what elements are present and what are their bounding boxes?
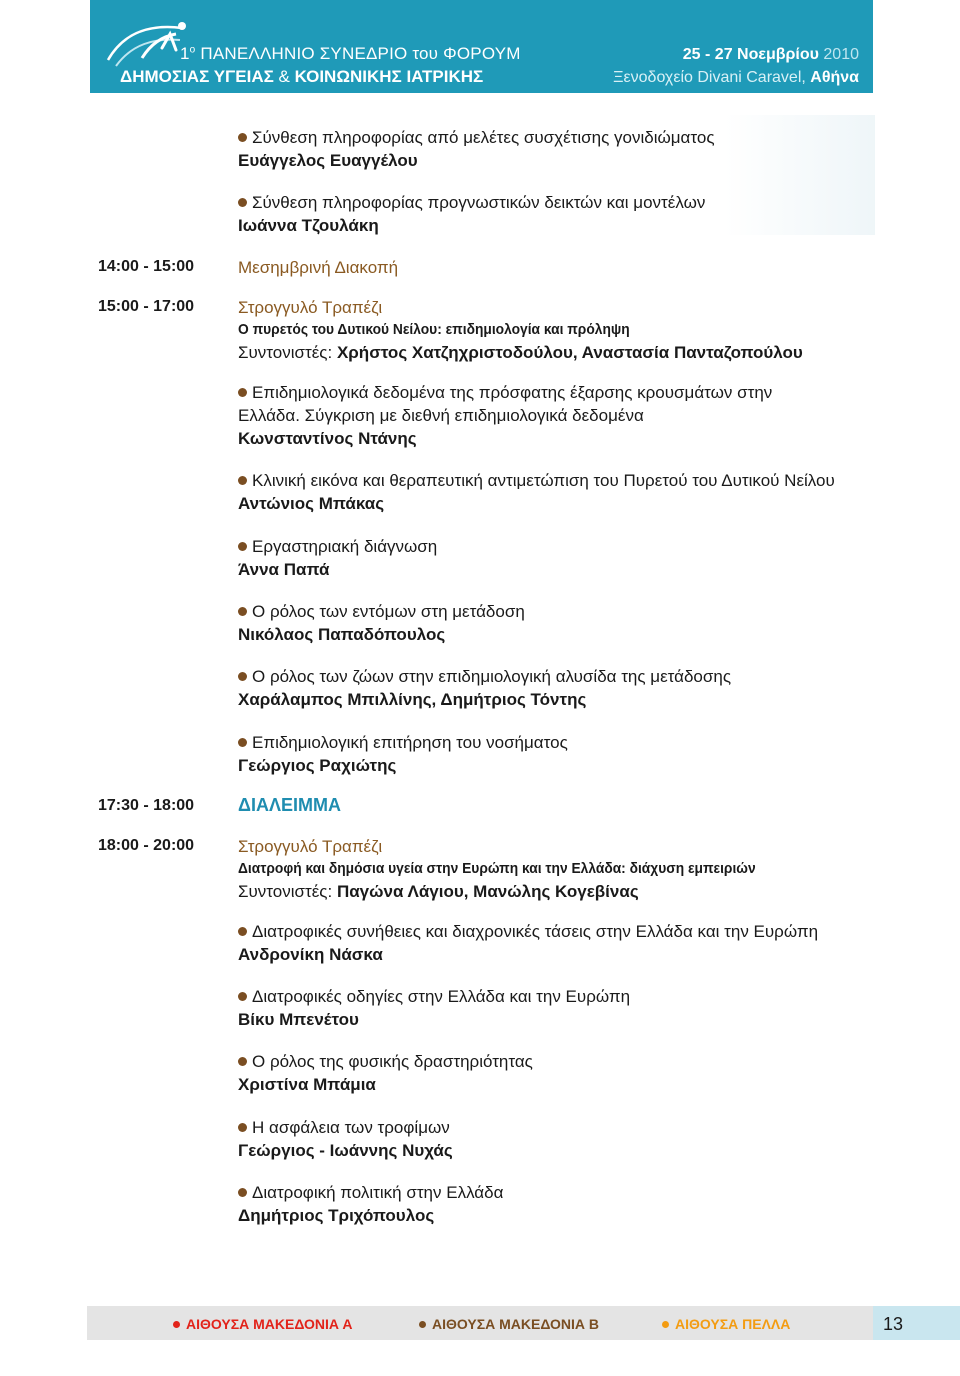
talk-speaker: Χαράλαμπος Μπιλλίνης, Δημήτριος Τόντης <box>238 690 587 709</box>
lunch-title: Μεσημβρινή Διακοπή <box>238 258 399 277</box>
talk-speaker: Κωνσταντίνος Ντάνης <box>238 429 417 448</box>
talk-item <box>238 1050 898 1096</box>
talk-speaker: Ιωάννα Τζουλάκη <box>238 216 379 235</box>
talk-item <box>238 731 898 777</box>
session2-subtitle: Διατροφή και δημόσια υγεία στην Ευρώπη και την Ελλάδα: διάχυση εμπειριών <box>238 860 756 877</box>
talk-title: Ο ρόλος των εντόμων στη μετάδοση <box>252 602 525 621</box>
talk-speaker: Δημήτριος Τριχόπουλος <box>238 1206 435 1225</box>
talk-title: Διατροφικές οδηγίες στην Ελλάδα και την Ευρώπη <box>252 987 631 1006</box>
talk-item <box>238 985 898 1031</box>
bullet-icon <box>238 542 247 551</box>
talk-speaker: Ανδρονίκη Νάσκα <box>238 945 383 964</box>
session1-type: Στρογγυλό Τραπέζι <box>238 298 383 317</box>
header-venue: Ξενοδοχείο Divani Caravel, Αθήνα <box>613 69 859 86</box>
talk-title: Κλινική εικόνα και θεραπευτική αντιμετώπιση του Πυρετού του Δυτικού Νείλου <box>252 471 835 490</box>
break-time: 17:30 - 18:00 <box>98 797 195 814</box>
header-title-line1: $1^o$ ΠΑΝΕΛΛΗΝΙΟ ΣΥΝΕΔΡΙΟ του ΦΟΡΟΥΜ <box>180 44 521 63</box>
talk-title: Η ασφάλεια των τροφίμων <box>252 1118 450 1137</box>
session1-subtitle: Ο πυρετός του Δυτικού Νείλου: επιδημιολογία και πρόληψη <box>238 321 630 338</box>
bullet-icon <box>238 672 247 681</box>
talk-item <box>238 1181 898 1227</box>
session1-header <box>238 296 898 364</box>
talk-title: Διατροφική πολιτική στην Ελλάδα <box>252 1183 504 1202</box>
talk-speaker: Βίκυ Μπενέτου <box>238 1010 359 1029</box>
talk-title: Επιδημιολογική επιτήρηση του νοσήματος <box>252 733 568 752</box>
header-dates: 25 - 27 Νοεμβρίου 2010 <box>682 46 859 63</box>
talk-item <box>238 191 898 237</box>
header-title-line2: ΔΗΜΟΣΙΑΣ ΥΓΕΙΑΣ & ΚΟΙΝΩΝΙΚΗΣ ΙΑΤΡΙΚΗΣ <box>120 67 484 86</box>
talk-title: Επιδημιολογικά δεδομένα της πρόσφατης έξαρσης κρουσμάτων στην <box>252 383 773 402</box>
session2-time: 18:00 - 20:00 <box>98 837 195 854</box>
bullet-icon <box>238 1057 247 1066</box>
talk-speaker: Γεώργιος Ραχιώτης <box>238 756 397 775</box>
talk-item <box>238 1116 898 1162</box>
talk-title: Διατροφικές συνήθειες και διαχρονικές τάσεις στην Ελλάδα και την Ευρώπη <box>252 922 819 941</box>
room-legend-b: ΑΙΘΟΥΣΑ ΜΑΚΕΔΟΝΙΑ Β <box>419 1316 599 1332</box>
talk-speaker: Γεώργιος - Ιωάννης Νυχάς <box>238 1141 453 1160</box>
page-number: 13 <box>883 1314 904 1334</box>
talk-title: Ο ρόλος των ζώων στην επιδημιολογική αλυσίδα της μετάδοσης <box>252 667 732 686</box>
page-number-box <box>873 1306 960 1340</box>
talk-speaker: Αντώνιος Μπάκας <box>238 494 385 513</box>
talk-item <box>238 920 898 966</box>
room-legend-c: ΑΙΘΟΥΣΑ ΠΕΛΛΑ <box>662 1316 790 1332</box>
bullet-icon <box>238 1123 247 1132</box>
talk-title: Σύνθεση πληροφορίας από μελέτες συσχέτισης γονιδιώματος <box>252 128 715 147</box>
bullet-icon <box>238 133 247 142</box>
talk-title: Εργαστηριακή διάγνωση <box>252 537 438 556</box>
session2-type: Στρογγυλό Τραπέζι <box>238 837 383 856</box>
talk-item <box>238 469 898 515</box>
bullet-icon <box>238 927 247 936</box>
talk-title: Σύνθεση πληροφορίας προγνωστικών δεικτών και μοντέλων <box>252 193 706 212</box>
talk-speaker: Άννα Παπά <box>238 560 330 579</box>
talk-speaker: Χριστίνα Μπάμια <box>238 1075 376 1094</box>
room-legend-a: ΑΙΘΟΥΣΑ ΜΑΚΕΔΟΝΙΑ Α <box>173 1316 353 1332</box>
bullet-icon <box>238 738 247 747</box>
talk-item <box>238 381 898 450</box>
talk-item <box>238 665 898 711</box>
talk-title-cont: Ελλάδα. Σύγκριση με διεθνή επιδημιολογικά δεδομένα <box>238 406 644 425</box>
bullet-icon <box>238 198 247 207</box>
session1-time: 15:00 - 17:00 <box>98 298 195 315</box>
conference-header <box>90 0 873 93</box>
break-title: ΔΙΑΛΕΙΜΜΑ <box>238 795 341 815</box>
room-legend <box>87 1306 873 1340</box>
dot-icon <box>419 1321 426 1328</box>
bullet-icon <box>238 388 247 397</box>
bullet-icon <box>238 1188 247 1197</box>
session2-header <box>238 835 898 903</box>
bullet-icon <box>238 992 247 1001</box>
talk-speaker: Ευάγγελος Ευαγγέλου <box>238 151 418 170</box>
talk-item <box>238 535 898 581</box>
dot-icon <box>662 1321 669 1328</box>
talk-title: Ο ρόλος της φυσικής δραστηριότητας <box>252 1052 533 1071</box>
talk-speaker: Νικόλαος Παπαδόπουλος <box>238 625 446 644</box>
talk-item <box>238 600 898 646</box>
session1-coordinators: Συντονιστές: Χρήστος Χατζηχριστοδούλου, Αναστασία Πανταζοπούλου <box>238 343 803 362</box>
bullet-icon <box>238 607 247 616</box>
bullet-icon <box>238 476 247 485</box>
talk-item <box>238 126 898 172</box>
lunch-time: 14:00 - 15:00 <box>98 258 195 275</box>
session2-coordinators: Συντονιστές: Παγώνα Λάγιου, Μανώλης Κογεβίνας <box>238 882 639 901</box>
dot-icon <box>173 1321 180 1328</box>
